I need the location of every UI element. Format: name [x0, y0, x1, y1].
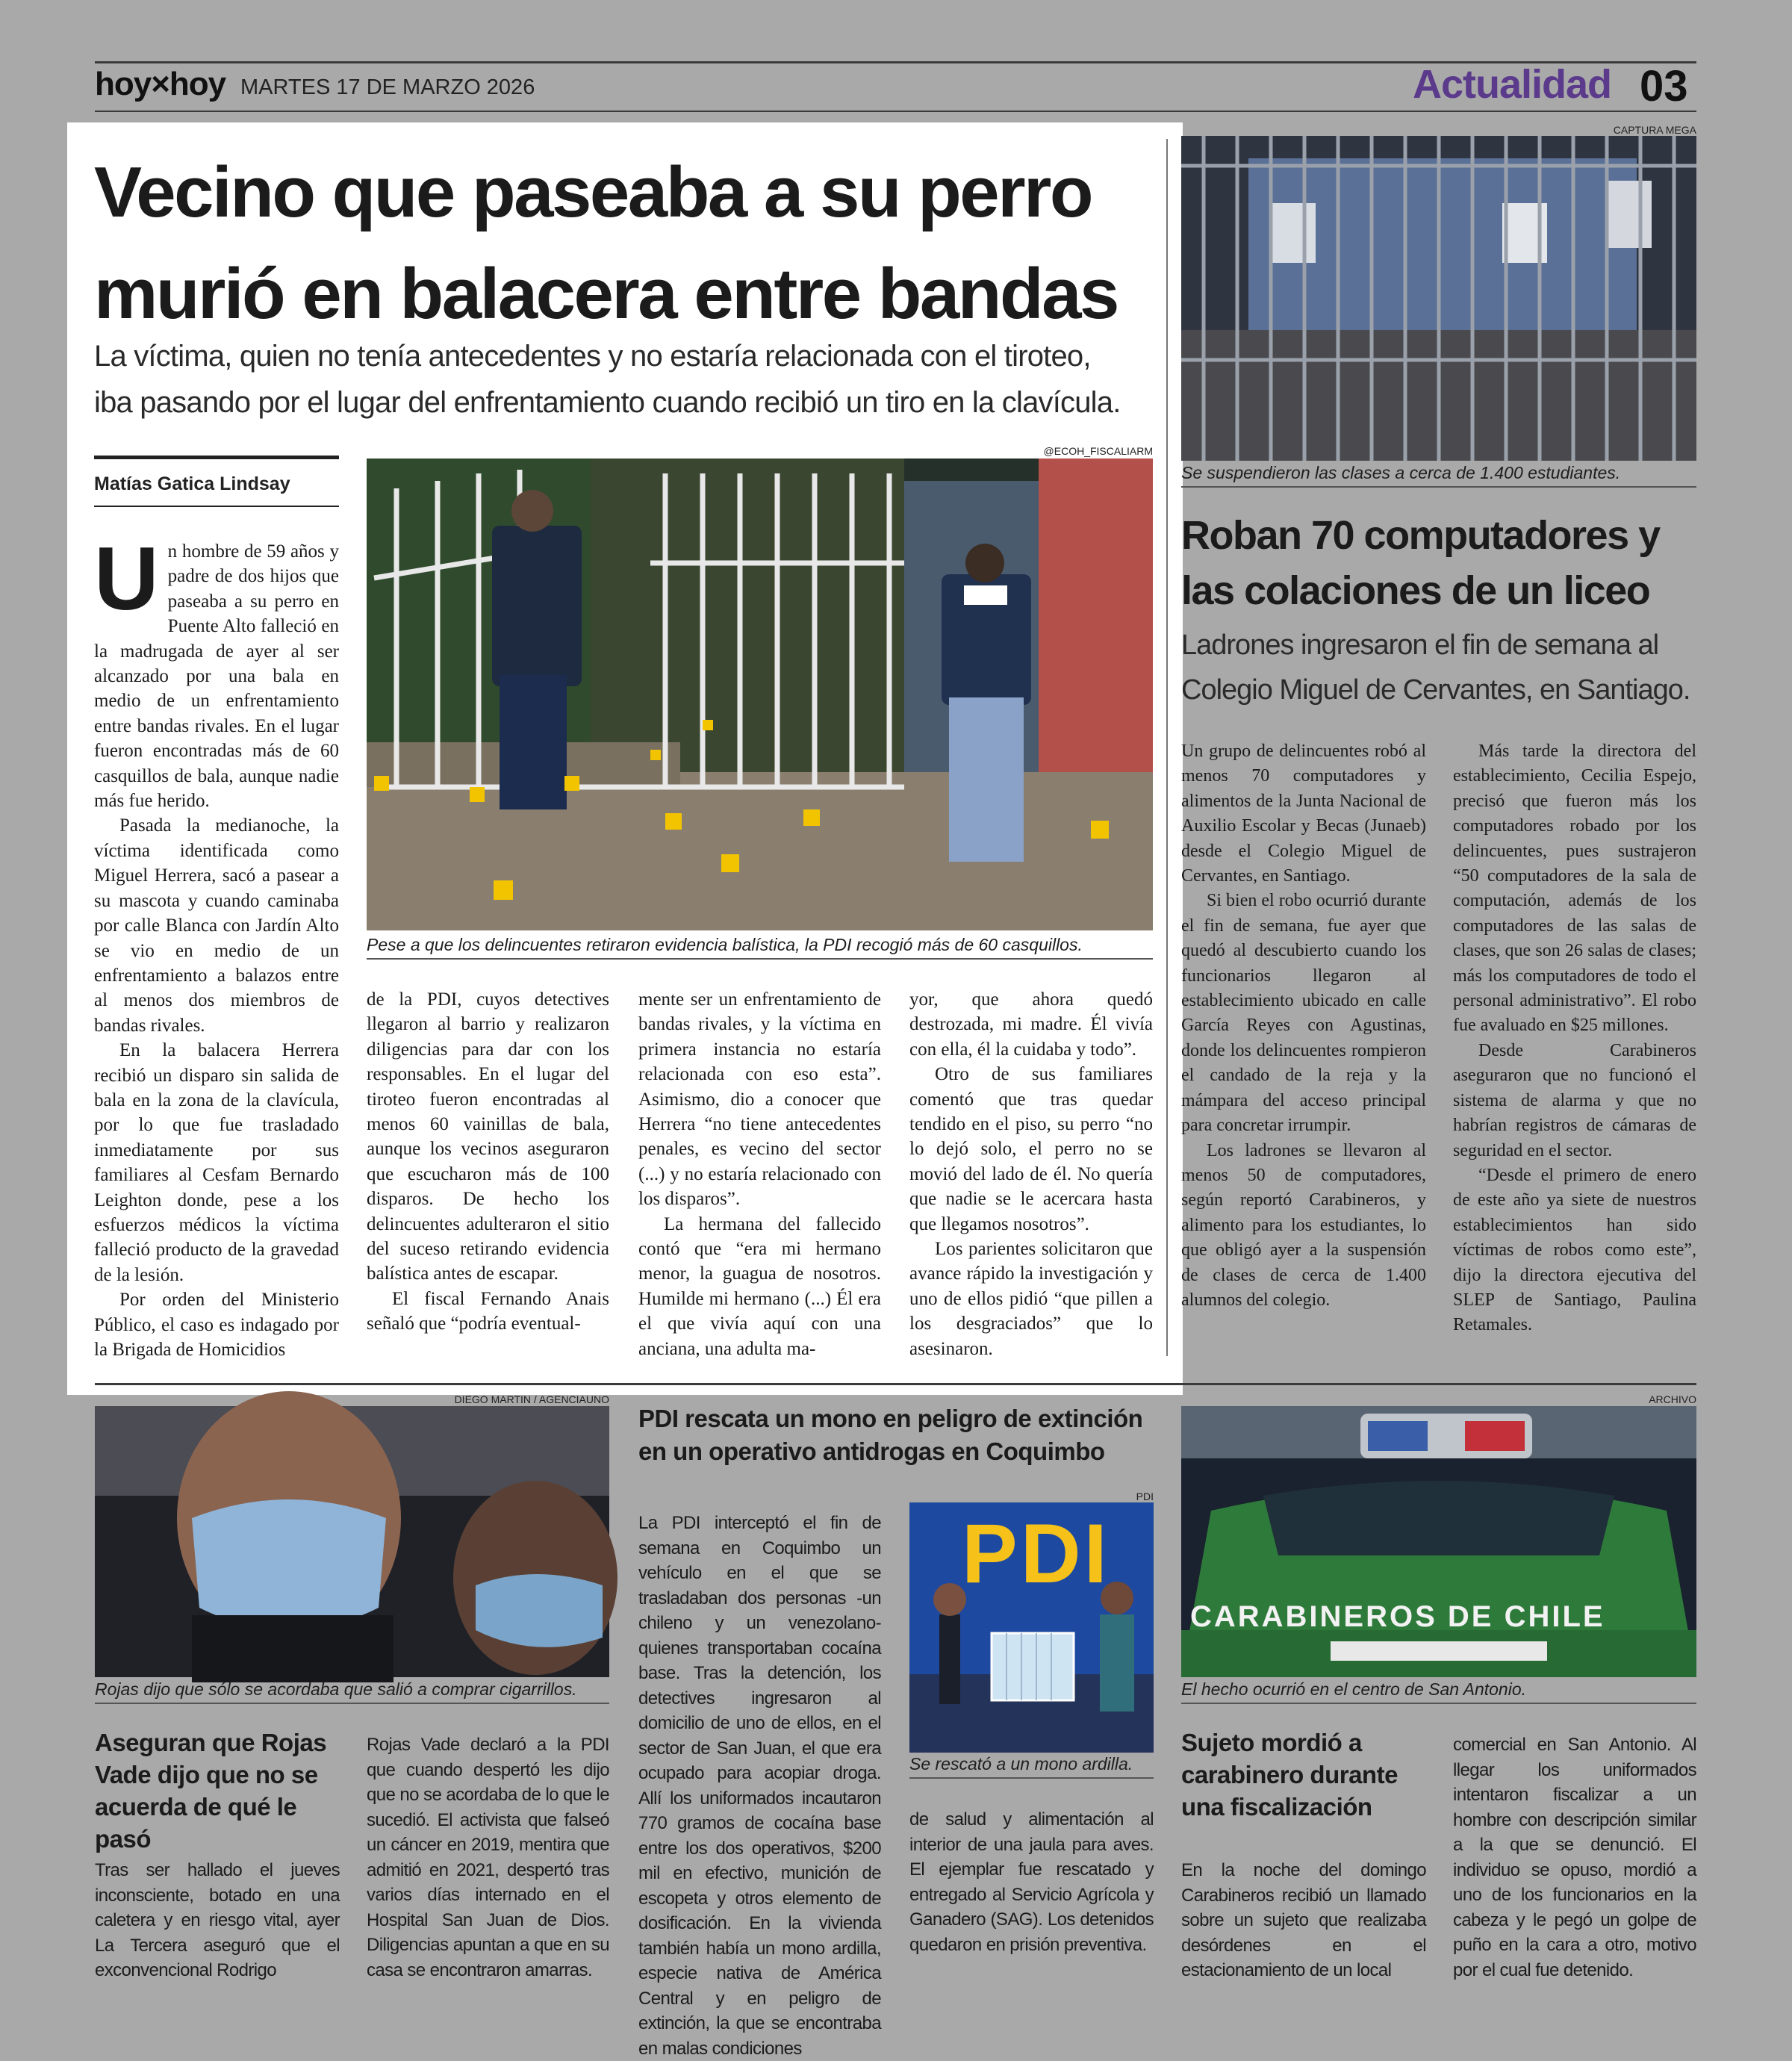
main-right-rule [1166, 139, 1168, 1356]
school-caption-rule [1181, 486, 1696, 488]
carabinero-col-2: comercial en San Antonio. Al llegar los uniformados intentaron fiscalizar a un hombre con descripción similar a la que se denunció. El individuo se opuso, mordió a uno de los funcionarios en la cabeza y le pegó un golpe de puño en la cara a otro, motivo por el cual fue detenido. [1453, 1735, 1696, 1980]
pdi-col-1: La PDI interceptó el fin de semana en Coquimbo un vehículo en el que se trasladaban dos personas -un chileno y un venezolano- quienes transportaban cocaína base. Tras la detención, los detectives ingresaron al domicilio de uno de ellos, en el sector de San Juan, el que era ocupado para acopiar droga. Allí los uniformados incautaron 770 gramos de cocaína base entre los dos operativos, $200 mil en efectivo, munición de escopeta y otros elemento de dosificación. En la vivienda también había un mono ardilla, especie nativa de América Central y en peligro de extinción, la que se encontraba en malas condiciones [638, 1513, 881, 2059]
pdi-photo-caption: Se rescató a un mono ardilla. [909, 1754, 1133, 1774]
main-photo-caption: Pese a que los delincuentes retiraron evidencia balística, la PDI recogió más de 60 casquillos. [367, 935, 1083, 954]
page-number: 03 [1640, 62, 1688, 111]
main-col-2 [367, 987, 609, 1337]
pdi-col-2: de salud y alimentación al interior de una jaula para aves. El ejemplar fue rescatado y entregado al Servicio Agrícola y Ganadero (SAG). Los detenidos quedaron en prisión preventiva. [909, 1809, 1154, 1955]
main-col3-p1: mente ser un enfrentamiento de bandas rivales, y la víctima en primera instancia no estaría relacionada con eso esta”. Asimismo, dio a conocer que Herrera “no tiene antecedentes penales, es vecino del sector (...) y no estaría relacionado con los disparos”. [638, 989, 881, 1210]
main-photo [367, 458, 1153, 930]
main-col1-p1: n hombre de 59 años y padre de dos hijos que paseaba a su perro en Puente Alto falleció en la madrugada de ayer al ser alcanzado por una bala en medio de un enfrentamiento entre bandas rivales. En el lugar fueron encontradas más de 60 casquillos de bala, aunque nadie más fue herido. [94, 541, 339, 812]
school-col2-p2: Desde Carabineros aseguraron que no funcionó el sistema de alarma y que no habrían registros de cámaras de seguridad en el sector. [1453, 1040, 1696, 1160]
main-col4-p1: yor, que ahora quedó destrozada, mi madre. Él vivía con ella, él la cuidaba y todo”. [909, 989, 1153, 1060]
drop-cap: U [94, 529, 159, 629]
main-col-1 [94, 529, 339, 1362]
rojas-caption-rule [95, 1703, 609, 1704]
page-date: MARTES 17 DE MARZO 2026 [240, 75, 535, 99]
pdi-photo-sign: PDI [962, 1507, 1110, 1600]
school-col2-p1: Más tarde la directora del establecimiento, Cecilia Espejo, precisó que fueron más los computadores robado por los delincuentes, pues sustrajeron “50 computadores de la sala de computación, además de los computadores de las salas de clases, que son 26 salas de clases; más los computadores de todo el personal administrativo”. El robo fue avaluado en $25 millones. [1453, 742, 1696, 1036]
pdi-caption-rule [909, 1777, 1154, 1779]
school-col1-p3: Los ladrones se llevaron al menos 50 de computadores, según reportó Carabineros, y alimento para los estudiantes, lo que obligó ayer a la suspensión de clases de cerca de 1.400 alumnos del colegio. [1181, 1140, 1426, 1310]
school-photo-credit: CAPTURA MEGA [1613, 124, 1696, 136]
rojas-col-2: Rojas Vade declaró a la PDI que cuando despertó les dijo que no se acordaba de lo que le sucedió. El activista que falseó un cáncer en 2019, mentira que admitió en 2021, despertó tras varios días internado en el Hospital San Juan de Dios. Diligencias apuntan a que en su casa se encontraron amarras. [367, 1735, 609, 1980]
carabinero-col-1: En la noche del domingo Carabineros recibió un llamado sobre un sujeto que realizaba desórdenes en el estacionamiento de un local [1181, 1860, 1426, 1980]
carabinero-photo-sign: CARABINEROS DE CHILE [1190, 1600, 1605, 1633]
main-col2-p1: de la PDI, cuyos detectives llegaron al barrio y realizaron diligencias para dar con los responsables. En el lugar del tiroteo fueron encontradas al menos 60 vainillas de bala, aunque los vecinos aseguraron que escucharon más de 100 disparos. De hecho los delincuentes adulteraron el sitio del suceso retirando evidencia balística antes de escapar. [367, 989, 609, 1284]
pdi-headline: PDI rescata un mono en peligro de extinción en un operativo antidrogas en Coquimbo [638, 1405, 1143, 1465]
lower-section-rule [95, 1383, 1696, 1385]
carabinero-photo-caption: El hecho ocurrió en el centro de San Antonio. [1181, 1679, 1526, 1699]
rojas-photo-credit: DIEGO MARTIN / AGENCIAUNO [454, 1393, 609, 1405]
byline-rule-bottom [94, 506, 339, 507]
main-deck: La víctima, quien no tenía antecedentes y no estaría relacionada con el tiroteo, iba pasando por el lugar del enfrentamiento cuando recibió un tiro en la clavícula. [94, 340, 1121, 419]
carabinero-photo-credit: ARCHIVO [1649, 1393, 1696, 1405]
main-col4-p3: Los parientes solicitaron que avance rápido la investigación y uno de ellos pidió “que pillen a los desgraciados” que lo asesinaron. [909, 1239, 1153, 1359]
rojas-photo-caption: Rojas dijo que sólo se acordaba que salió a comprar cigarrillos. [95, 1679, 577, 1699]
main-caption-rule [367, 958, 1153, 960]
main-col2-p2: El fiscal Fernando Anais señaló que “podría eventual- [367, 1288, 609, 1334]
main-col-4 [909, 987, 1153, 1361]
byline-rule-top [94, 456, 339, 459]
byline: Matías Gatica Lindsay [94, 473, 290, 494]
main-col1-p3: En la balacera Herrera recibió un disparo sin salida de bala en la zona de la clavícula, por lo que fue trasladado inmediatamente por sus familiares al Cesfam Bernardo Leighton donde, pese a los esfuerzos médicos la víctima falleció producto de la gravedad de la lesión. [94, 1040, 339, 1285]
masthead-logo: hoy×hoy [95, 66, 226, 102]
carabinero-photo [1181, 1406, 1696, 1677]
school-col1-p2: Si bien el robo ocurrió durante el fin de semana, fue ayer que quedó al descubierto cuando los funcionarios llegaron al establecimiento ubicado en calle García Reyes con Agustinas, donde los delincuentes rompieron el candado de la reja y la mámpara del acceso principal para concretar irrumpir. [1181, 891, 1426, 1136]
carabinero-caption-rule [1181, 1703, 1696, 1704]
school-col2-p3: “Desde el primero de enero de este año ya siete de nuestros establecimientos han sido víctimas de robos como este”, dijo la directora ejecutiva del SLEP de Santiago, Paulina Retamales. [1453, 1165, 1696, 1335]
school-deck: Ladrones ingresaron el fin de semana al Colegio Miguel de Cervantes, en Santiago. [1181, 630, 1690, 706]
school-col-2 [1453, 739, 1696, 1338]
school-col1-p1: Un grupo de delincuentes robó al menos 70 computadores y alimentos de la Junta Nacional de Auxilio Escolar y Becas (Junaeb) desde el Colegio Miguel de Cervantes, en Santiago. [1181, 742, 1426, 886]
rojas-photo [95, 1406, 609, 1677]
main-col4-p2: Otro de sus familiares comentó que tras quedar tendido en el piso, su perro “no lo dejó solo, el perro no se movió del lado de él. No quería que nadie se le acercara hasta que llegamos nosotros”. [909, 1064, 1153, 1234]
section-name: Actualidad [1413, 62, 1612, 107]
main-col-3 [638, 987, 881, 1361]
school-photo [1181, 136, 1696, 461]
school-headline: Roban 70 computadores y las colaciones de un liceo [1181, 513, 1660, 613]
main-col1-p4: Por orden del Ministerio Público, el caso es indagado por la Brigada de Homicidios [94, 1290, 339, 1360]
main-photo-credit: @ECOH_FISCALIARM [1043, 445, 1153, 457]
rojas-col-1: Tras ser hallado el jueves inconsciente, botado en una caletera y en riesgo vital, ayer La Tercera aseguró que el exconvencional Rodrigo [95, 1860, 340, 1980]
school-col-1 [1181, 739, 1426, 1313]
pdi-photo-credit: PDI [1136, 1490, 1154, 1502]
rojas-headline: Aseguran que Rojas Vade dijo que no se acuerda de qué le pasó [95, 1729, 327, 1853]
carabinero-headline: Sujeto mordió a carabinero durante una fiscalización [1181, 1729, 1398, 1821]
main-headline: Vecino que paseaba a su perro murió en balacera entre bandas [94, 152, 1118, 334]
pdi-photo [909, 1502, 1154, 1753]
main-col1-p2: Pasada la medianoche, la víctima identificada como Miguel Herrera, sacó a pasear a su mascota y cuando caminaba por calle Blanca con Jardín Alto se vio en medio de un enfrentamiento a balazos entre al menos dos miembros de bandas rivales. [94, 815, 339, 1036]
main-col3-p2: La hermana del fallecido contó que “era mi hermano menor, la guagua de nosotros. Humilde mi hermano (...) Él era el que vivía aquí con una anciana, una adulta ma- [638, 1213, 881, 1359]
school-photo-caption: Se suspendieron las clases a cerca de 1.400 estudiantes. [1181, 463, 1621, 482]
header-rule [95, 111, 1696, 112]
